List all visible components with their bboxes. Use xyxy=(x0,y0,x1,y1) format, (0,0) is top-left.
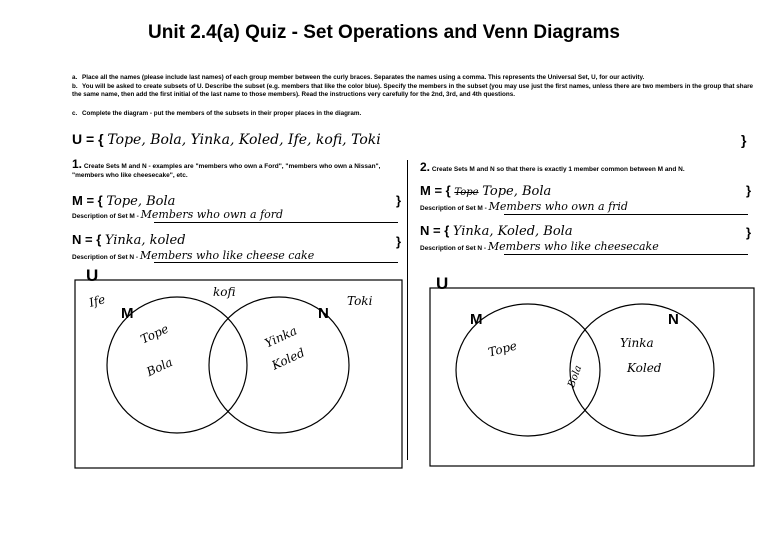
description-text: Members who own a frid xyxy=(488,200,628,213)
set-m-close-brace: } xyxy=(396,193,402,208)
set-m-members: Tope, Bola xyxy=(106,194,176,209)
description-text: Members who like cheese cake xyxy=(139,249,315,262)
venn1-outside-name: Ife xyxy=(87,292,107,310)
description-label: Description of Set M - xyxy=(420,205,487,212)
instruction-key: c. xyxy=(72,110,78,117)
venn2-intersection-member: Bola xyxy=(566,364,585,389)
description-text: Members who like cheesecake xyxy=(487,240,659,253)
set-m-members: Tope, Bola xyxy=(482,184,552,199)
set-n-members: Yinka, Koled, Bola xyxy=(452,224,573,239)
task1-number: 1. xyxy=(72,157,83,171)
universal-set-members: Tope, Bola, Yinka, Koled, Ife, kofi, Toki xyxy=(107,132,381,148)
universal-set-close-brace: } xyxy=(741,132,747,148)
venn2-n-label: N xyxy=(668,311,679,328)
description-label: Description of Set N - xyxy=(420,245,487,252)
instruction-text: Complete the diagram - put the members of the subsets in their proper places in the diagram. xyxy=(82,110,362,117)
venn2-m-label: M xyxy=(470,311,483,328)
venn1-m-label: M xyxy=(121,305,134,322)
instruction-text: You will be asked to create subsets of U. Describe the subset (e.g. members that like the color blue). Specify the members in the subset (you may use just the first names, unless there are two members in the group that share the same name, then add the first initial of the last name to those members). Read the instructions very carefully for the 2nd, 3rd, and 4th questions. xyxy=(72,83,754,98)
description-text: Members who own a ford xyxy=(140,208,284,221)
task2-number: 2. xyxy=(420,160,431,174)
description-label: Description of Set N - xyxy=(72,254,139,261)
venn2-n-member: Koled xyxy=(627,361,662,375)
set-n-label: N = { xyxy=(72,232,102,247)
venn1-n-member: Yinka xyxy=(262,323,300,351)
venn1-n-label: N xyxy=(318,305,329,322)
venn1-outside-name: kofi xyxy=(213,285,236,299)
instruction-key: a. xyxy=(72,74,78,81)
set-n-members: Yinka, koled xyxy=(104,233,186,248)
set-m-label: M = { xyxy=(420,183,451,198)
venn2-n-member: Yinka xyxy=(620,336,654,350)
venn1-n-member: Koled xyxy=(269,345,307,373)
instruction-text: Place all the names (please include last names) of each group member between the curly braces. Separates the names using a comma. This represents the Universal Set, U, for our activity. xyxy=(82,74,645,81)
set-m-crossed-out: Tope xyxy=(454,187,479,198)
venn1-u-label: U xyxy=(86,266,99,285)
set-n-label: N = { xyxy=(420,223,450,238)
venn1-m-member: Bola xyxy=(144,354,175,380)
venn2-m-member: Tope xyxy=(486,338,519,360)
venn2-u-label: U xyxy=(436,274,449,293)
page-title: Unit 2.4(a) Quiz - Set Operations and Venn Diagrams xyxy=(148,22,620,43)
venn1-outside-name: Toki xyxy=(347,294,373,308)
description-label: Description of Set M - xyxy=(72,213,139,220)
task2-text: Create Sets M and N so that there is exactly 1 member common between M and N. xyxy=(431,166,685,173)
set-n-close-brace: } xyxy=(746,225,752,240)
set-m-label: M = { xyxy=(72,193,103,208)
instruction-key: b. xyxy=(72,83,78,90)
task1-text: Create Sets M and N - examples are "members who own a Ford", "members who own a Nissan", "members who like cheesecake", etc. xyxy=(72,163,381,179)
venn1-m-member: Tope xyxy=(138,321,171,347)
set-n-close-brace: } xyxy=(396,234,402,249)
universal-set-label: U = { xyxy=(72,131,104,147)
set-m-close-brace: } xyxy=(746,183,752,198)
